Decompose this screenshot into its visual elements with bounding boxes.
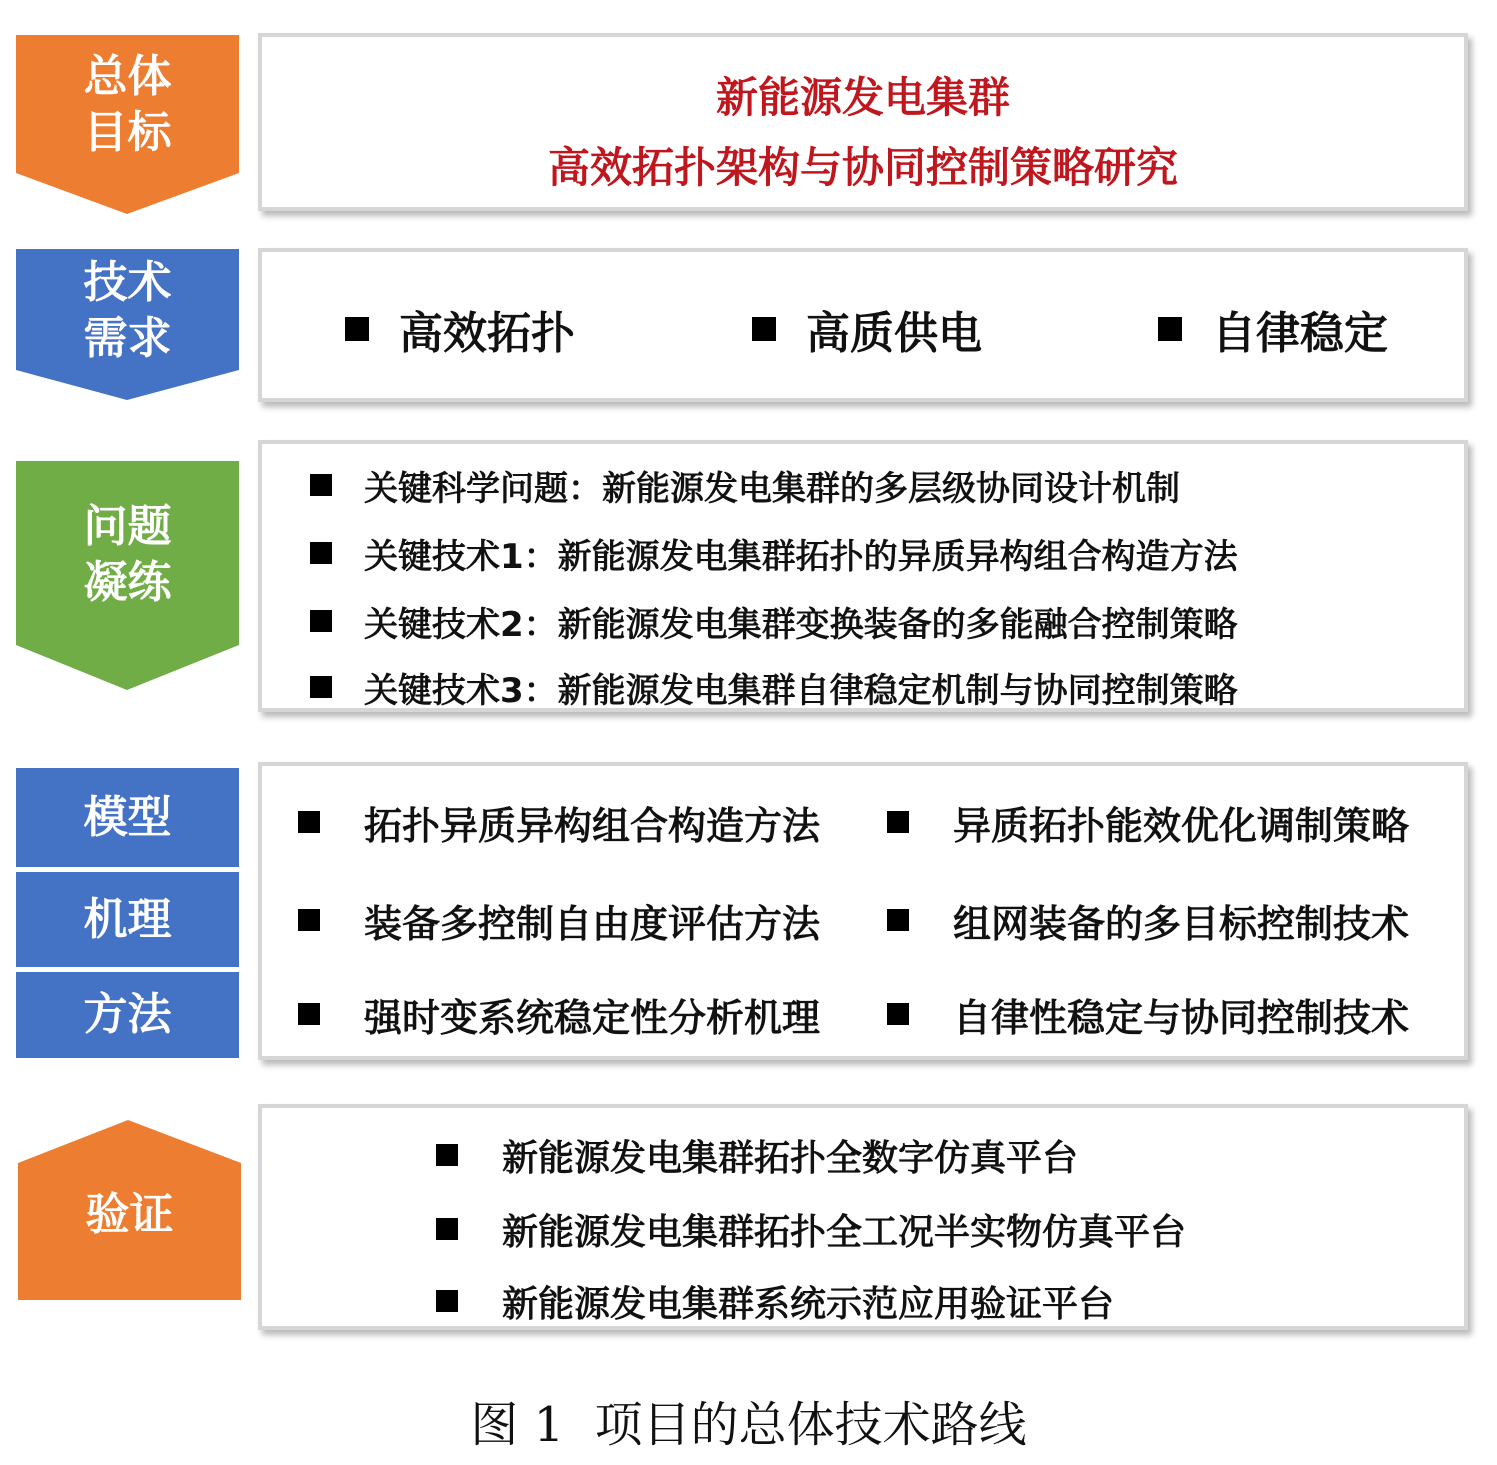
goal-title-line-2: 高效拓扑架构与协同控制策略研究	[547, 143, 1178, 192]
problem-item	[310, 528, 1238, 578]
verification-label: 新能源发电集群系统示范应用验证平台	[502, 1283, 1115, 1325]
bullet-square-icon	[310, 610, 332, 632]
bullet-square-icon	[887, 811, 909, 833]
requirements-tag	[16, 252, 239, 370]
methods-tag-method: 方法	[83, 989, 172, 1040]
method-label: 自律性稳定与协同控制技术	[953, 995, 1410, 1040]
verification-box	[258, 1104, 1468, 1330]
requirement-label: 高效拓扑	[399, 308, 575, 359]
problems-tag	[16, 496, 239, 614]
method-item-right	[887, 796, 1409, 848]
requirement-label: 高质供电	[806, 308, 982, 359]
bullet-square-icon	[436, 1290, 458, 1312]
requirements-tag-line-2: 需求	[83, 313, 172, 364]
bullet-square-icon	[298, 811, 320, 833]
bullet-square-icon	[310, 542, 332, 564]
method-item-left	[298, 894, 820, 946]
requirement-item	[345, 297, 575, 361]
method-label: 组网装备的多目标控制技术	[953, 901, 1410, 946]
goal-tag-line-2: 目标	[83, 107, 172, 158]
verification-label: 新能源发电集群拓扑全工况半实物仿真平台	[502, 1211, 1187, 1253]
verification-item	[436, 1204, 1186, 1254]
goal-title-line-1: 新能源发电集群	[715, 73, 1010, 122]
method-label: 拓扑异质异构组合构造方法	[364, 803, 821, 848]
methods-tag-mechanism: 机理	[83, 893, 172, 945]
bullet-square-icon	[752, 317, 776, 341]
requirement-item	[1158, 297, 1388, 361]
bullet-square-icon	[298, 909, 320, 931]
figure-caption: 图 1 项目的总体技术路线	[470, 1397, 1027, 1453]
problem-label: 关键技术2：新能源发电集群变换装备的多能融合控制策略	[364, 604, 1238, 645]
goal-box	[258, 33, 1468, 211]
problems-box	[258, 440, 1468, 712]
method-label: 异质拓扑能效优化调制策略	[953, 803, 1410, 848]
goal-tag	[16, 45, 239, 165]
problems-tag-line-2: 凝练	[83, 557, 172, 608]
method-item-right	[887, 988, 1409, 1040]
method-label: 装备多控制自由度评估方法	[364, 901, 821, 946]
requirements-tag-line-1: 技术	[83, 257, 172, 308]
problem-item	[310, 460, 1180, 510]
problem-item	[310, 596, 1238, 646]
bullet-square-icon	[310, 676, 332, 698]
bullet-square-icon	[298, 1003, 320, 1025]
methods-tag-model: 模型	[83, 791, 172, 843]
verification-label: 新能源发电集群拓扑全数字仿真平台	[502, 1137, 1079, 1179]
requirement-item	[752, 297, 982, 361]
method-item-left	[298, 796, 820, 848]
method-item-right	[887, 894, 1409, 946]
problem-label: 关键技术1：新能源发电集群拓扑的异质异构组合构造方法	[364, 536, 1238, 577]
bullet-square-icon	[1158, 317, 1182, 341]
verification-tag: 验证	[85, 1189, 174, 1240]
method-label: 强时变系统稳定性分析机理	[364, 995, 821, 1040]
bullet-square-icon	[887, 1003, 909, 1025]
methods-box	[258, 762, 1468, 1060]
bullet-square-icon	[436, 1144, 458, 1166]
problems-tag-line-1: 问题	[83, 501, 172, 552]
bullet-square-icon	[887, 909, 909, 931]
problem-item	[310, 662, 1238, 712]
bullet-square-icon	[345, 317, 369, 341]
problem-label: 关键技术3：新能源发电集群自律稳定机制与协同控制策略	[364, 670, 1238, 711]
verification-item	[436, 1130, 1078, 1180]
requirements-box	[258, 248, 1468, 402]
problem-label: 关键科学问题：新能源发电集群的多层级协同设计机制	[364, 468, 1180, 509]
bullet-square-icon	[310, 474, 332, 496]
verification-item	[436, 1276, 1114, 1326]
goal-tag-line-1: 总体	[83, 51, 172, 102]
method-item-left	[298, 988, 820, 1040]
bullet-square-icon	[436, 1218, 458, 1240]
requirement-label: 自律稳定	[1212, 308, 1388, 359]
